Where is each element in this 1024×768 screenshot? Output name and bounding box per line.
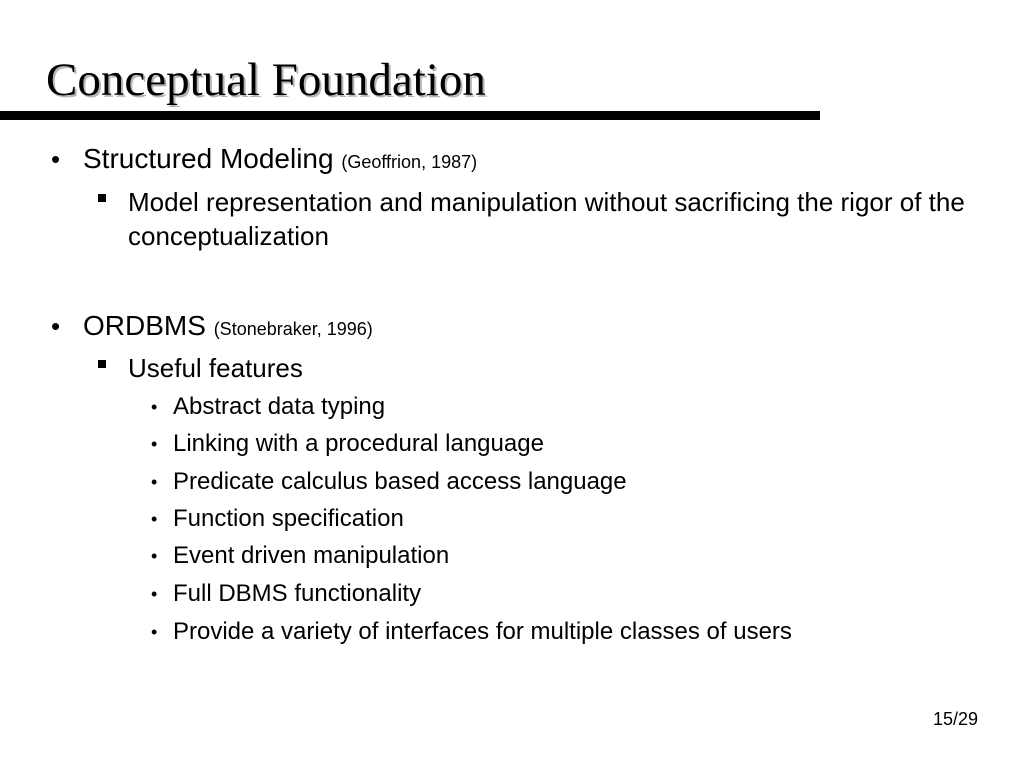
sub-bullet-useful-features — [128, 351, 998, 385]
bullet-dot-icon: • — [151, 472, 158, 492]
bullet-dot-icon: • — [151, 509, 158, 529]
feature-item-text: Abstract data typing — [173, 393, 386, 420]
feature-item — [151, 505, 404, 533]
feature-item-text: Provide a variety of interfaces for multiple classes of users — [173, 618, 792, 645]
bullet-dot-icon: • — [51, 144, 61, 174]
feature-item — [151, 618, 792, 646]
bullet-ordbms — [51, 309, 983, 346]
feature-item-text: Event driven manipulation — [173, 542, 450, 569]
feature-item — [151, 542, 450, 570]
sub-bullet-text: Useful features — [128, 353, 303, 383]
feature-item-text: Predicate calculus based access language — [173, 468, 627, 495]
feature-item — [151, 580, 422, 608]
square-bullet-icon — [98, 194, 106, 202]
bullet-citation: (Stonebraker, 1996) — [213, 319, 373, 339]
slide-title: Conceptual Foundation — [46, 54, 486, 106]
feature-item-text: Linking with a procedural language — [173, 430, 544, 457]
feature-item-text: Full DBMS functionality — [173, 580, 422, 607]
bullet-dot-icon: • — [151, 584, 158, 604]
bullet-dot-icon: • — [151, 397, 158, 417]
page-number: 15/29 — [932, 709, 978, 729]
bullet-dot-icon: • — [151, 622, 158, 642]
bullet-text: Structured Modeling — [83, 143, 334, 174]
square-bullet-icon — [98, 360, 106, 368]
sub-bullet-model-representation — [128, 185, 998, 253]
bullet-dot-icon: • — [151, 434, 158, 454]
feature-item-text: Function specification — [173, 505, 404, 532]
bullet-citation: (Geoffrion, 1987) — [341, 152, 478, 172]
feature-item — [151, 393, 386, 421]
feature-item — [151, 468, 627, 496]
bullet-structured-modeling — [51, 142, 983, 179]
sub-bullet-text: Model representation and manipulation without sacrificing the rigor of the conceptualization — [128, 187, 965, 251]
feature-item — [151, 430, 544, 458]
bullet-text: ORDBMS — [83, 310, 206, 341]
bullet-dot-icon: • — [151, 546, 158, 566]
bullet-dot-icon: • — [51, 311, 61, 341]
title-underline — [0, 111, 820, 120]
